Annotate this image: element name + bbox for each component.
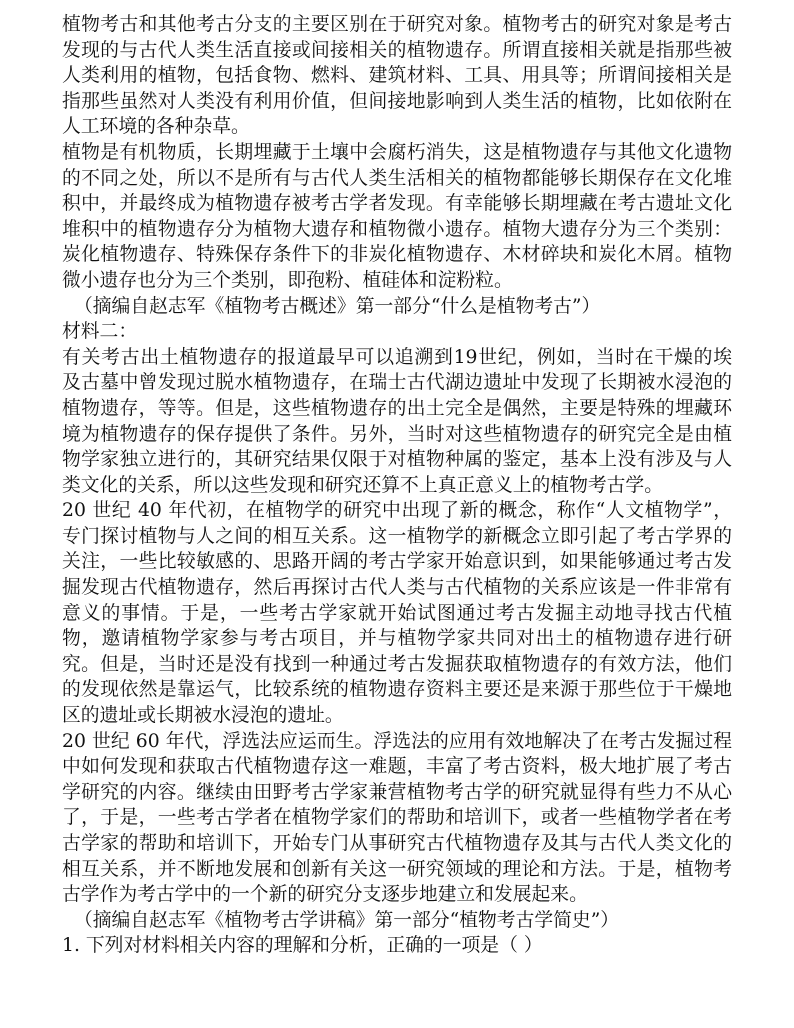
text-line: 20 世纪 40 年代初，在植物学的研究中出现了新的概念，称作“人文植物学”， — [62, 500, 732, 522]
text-line: 微小遗存也分为三个类别，即孢粉、植硅体和淀粉粒。 — [62, 269, 513, 291]
text-line: 掘发现古代植物遗存，然后再探讨古代人类与古代植物的关系应该是一件非常有 — [62, 577, 732, 599]
text-line: 究。但是，当时还是没有找到一种通过考古发掘获取植物遗存的有效方法，他们 — [62, 653, 732, 675]
text-line: 古学家的帮助和培训下，开始专门从事研究古代植物遗存及其与古代人类文化的 — [62, 833, 732, 854]
text-line: 古学作为考古学中的一个新的研究分支逐步地建立和发展起来。 — [62, 884, 588, 906]
text-line: 材料二： — [62, 321, 138, 343]
text-line: 相互关系，并不断地发展和创新有关这一研究领域的理论和方法。于是，植物考 — [62, 858, 732, 880]
text-line: 植物考古和其他考古分支的主要区别在于研究对象。植物考古的研究对象是考古 — [62, 14, 732, 35]
text-line: 的发现依然是靠运气，比较系统的植物遗存资料主要还是来源于那些位于干燥地 — [62, 679, 732, 701]
text-line: 堆积中的植物遗存分为植物大遗存和植物微小遗存。植物大遗存分为三个类别： — [62, 218, 732, 240]
text-line: 植物是有机物质，长期埋藏于土壤中会腐朽消失，这是植物遗存与其他文化遗物 — [62, 141, 732, 163]
text-line: 物，邀请植物学家参与考古项目，并与植物学家共同对出土的植物遗存进行研 — [62, 628, 732, 650]
text-line: 1. 下列对材料相关内容的理解和分析，正确的一项是（ ） — [62, 935, 543, 957]
text-line: 关注，一些比较敏感的、思路开阔的考古学家开始意识到，如果能够通过考古发 — [62, 551, 732, 573]
text-line: 指那些虽然对人类没有利用价值，但间接地影响到人类生活的植物，比如依附在 — [62, 90, 732, 112]
text-line: 专门探讨植物与人之间的相互关系。这一植物学的新概念立即引起了考古学界的 — [62, 525, 732, 547]
text-line: 区的遗址或长期被水浸泡的遗址。 — [62, 705, 344, 727]
text-line: 有关考古出土植物遗存的报道最早可以追溯到19世纪，例如，当时在干燥的埃 — [62, 346, 732, 368]
text-line: 中如何发现和获取古代植物遗存这一难题，丰富了考古资料，极大地扩展了考古 — [62, 756, 732, 778]
section-heading — [62, 319, 732, 345]
paragraph — [62, 140, 732, 294]
text-line: 发现的与古代人类生活直接或间接相关的植物遗存。所谓直接相关就是指那些被 — [62, 39, 732, 61]
paragraph — [62, 345, 732, 499]
text-line: 人类利用的植物，包括食物、燃料、建筑材料、工具、用具等；所谓间接相关是 — [62, 65, 732, 87]
paragraph — [62, 498, 732, 728]
text-line: 及古墓中曾发现过脱水植物遗存，在瑞士古代湖边遗址中发现了长期被水浸泡的 — [62, 372, 732, 394]
text-line: 类文化的关系，所以这些发现和研究还算不上真正意义上的植物考古学。 — [62, 474, 663, 496]
text-line: （摘编自赵志军《植物考古概述》第一部分“什么是植物考古”） — [74, 295, 601, 317]
question-item — [62, 933, 732, 959]
text-line: 炭化植物遗存、特殊保存条件下的非炭化植物遗存、木材碎块和炭化木屑。植物 — [62, 244, 732, 266]
document-page — [62, 12, 732, 959]
text-line: 20 世纪 60 年代，浮选法应运而生。浮选法的应用有效地解决了在考古发掘过程 — [62, 730, 732, 752]
text-line: （摘编自赵志军《植物考古学讲稿》第一部分“植物考古学简史”） — [74, 909, 620, 931]
source-citation — [62, 908, 732, 934]
text-line: 了，于是，一些考古学者在植物学家们的帮助和培训下，或者一些植物学者在考 — [62, 807, 732, 829]
paragraph — [62, 729, 732, 908]
text-line: 人工环境的各种杂草。 — [62, 116, 250, 138]
text-line: 意义的事情。于是，一些考古学家就开始试图通过考古发掘主动地寻找古代植 — [62, 602, 732, 624]
text-line: 植物遗存，等等。但是，这些植物遗存的出土完全是偶然，主要是特殊的埋藏环 — [62, 397, 732, 419]
text-line: 物学家独立进行的，其研究结果仅限于对植物种属的鉴定，基本上没有涉及与人 — [62, 449, 732, 471]
text-line: 境为植物遗存的保存提供了条件。另外，当时对这些植物遗存的研究完全是由植 — [62, 423, 732, 445]
text-line: 的不同之处，所以不是所有与古代人类生活相关的植物都能够长期保存在文化堆 — [62, 167, 732, 189]
text-line: 学研究的内容。继续由田野考古学家兼营植物考古学的研究就显得有些力不从心 — [62, 781, 732, 803]
text-line: 积中，并最终成为植物遗存被考古学者发现。有幸能够长期埋藏在考古遗址文化 — [62, 193, 732, 215]
source-citation — [62, 294, 732, 320]
paragraph — [62, 12, 732, 140]
